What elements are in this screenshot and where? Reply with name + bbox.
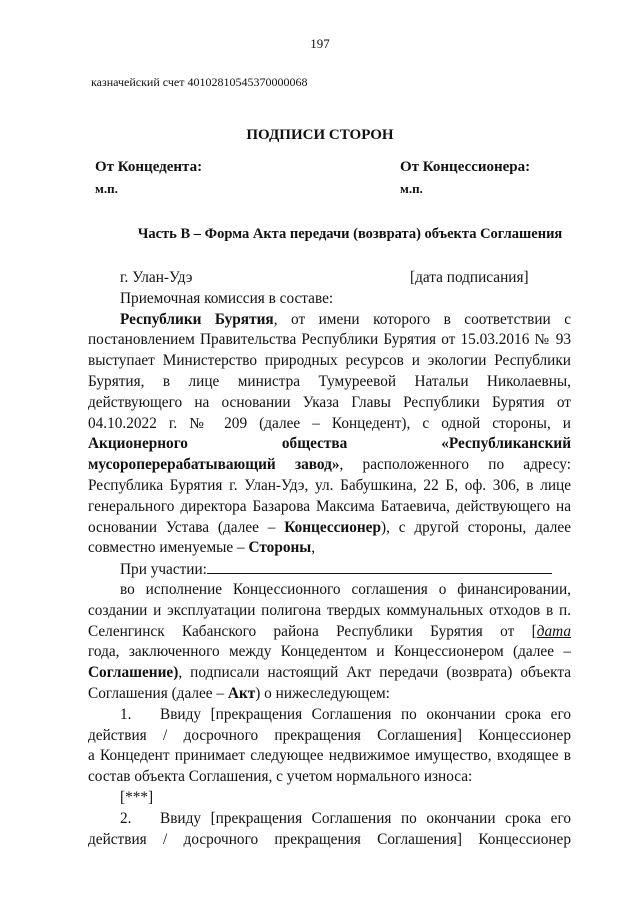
text-line: генерального директора Базарова Максима Батаевича, действующего на [88,497,571,515]
text-line: совместно именуемые – Стороны, [88,539,316,557]
text-line: выступает Министерство природных ресурсов и экологии Республики [88,352,571,370]
text-line: создании и эксплуатации полигона твердых коммунальных отходов в п. [88,601,571,619]
clause-number: 2. [120,809,132,827]
text-line: действующего на основании Указа Главы Республики Бурятия от [88,393,571,411]
page-number: 197 [310,36,330,51]
signing-date: [дата подписания] [410,269,529,286]
text-line: основании Устава (далее – Концессионер), с другой стороны, далее [88,518,571,536]
text-line: Республика Бурятия г. Улан-Удэ, ул. Бабушкина, 22 Б, оф. 306, в лице [88,476,571,494]
text-line: мусороперерабатывающий завод», расположенного по адресу: [88,456,571,474]
placeholder-line: [***] [120,788,154,806]
city: г. Улан-Удэ [120,269,193,286]
concedent-label: От Концедента: [95,159,203,175]
place-date-line [88,268,571,289]
conclusion-date-placeholder: дата [536,622,571,640]
part-title: Часть В – Форма Акта передачи (возврата) объекта Соглашения [137,226,563,242]
participation-line: При участии: [88,559,571,580]
text-line: Соглашение), подписали настоящий Акт передачи (возврата) объекта [88,664,571,682]
text-line: Республики Бурятия, от имени которого в соответствии с [120,310,571,328]
clause-1-line: 1. Ввиду [прекращения Соглашения по окончании срока его [88,705,571,726]
text-line: года, заключенного между Концедентом и Концессионером (далее – [88,643,571,661]
clause-number: 1. [120,705,132,723]
text-line: Акционерного общества «Республиканский [88,435,571,453]
text-line: постановлением Правительства Республики Бурятия от 15.03.2016 № 93 [88,331,571,349]
mp-right: м.п. [400,181,423,196]
text-line: Соглашения (далее – Акт) о нижеследующем: [88,684,390,702]
text-line: во исполнение Концессионного соглашения о финансировании, [120,580,571,598]
mp-left: м.п. [95,181,118,196]
text-line: а Концедент принимает следующее недвижимое имущество, входящее в [88,747,571,765]
text-line: 04.10.2022 г. № 209 (далее – Концедент), с одной стороны, и [88,414,571,432]
text-line: действия / досрочного прекращения Соглашения] Концессионер [88,726,571,744]
participants-blank [207,559,552,574]
treasury-account: казначейский счет 40102810545370000068 [91,75,308,89]
signatures-title: ПОДПИСИ СТОРОН [246,127,394,143]
text-line: Бурятия, в лице министра Тумуреевой Натальи Николаевны, [88,372,571,390]
act-body [88,268,571,850]
text-line: Селенгинск Кабанского района Республики Бурятия от [дата [88,622,571,643]
text-line: действия / досрочного прекращения Соглашения] Концессионер [88,830,571,848]
text-line: Приемочная комиссия в составе: [120,289,334,307]
text-line: состав объекта Соглашения, с учетом нормального износа: [88,768,473,786]
clause-2-line: 2. Ввиду [прекращения Соглашения по окончании срока его [88,809,571,830]
concessionaire-label: От Концессионера: [400,159,531,175]
